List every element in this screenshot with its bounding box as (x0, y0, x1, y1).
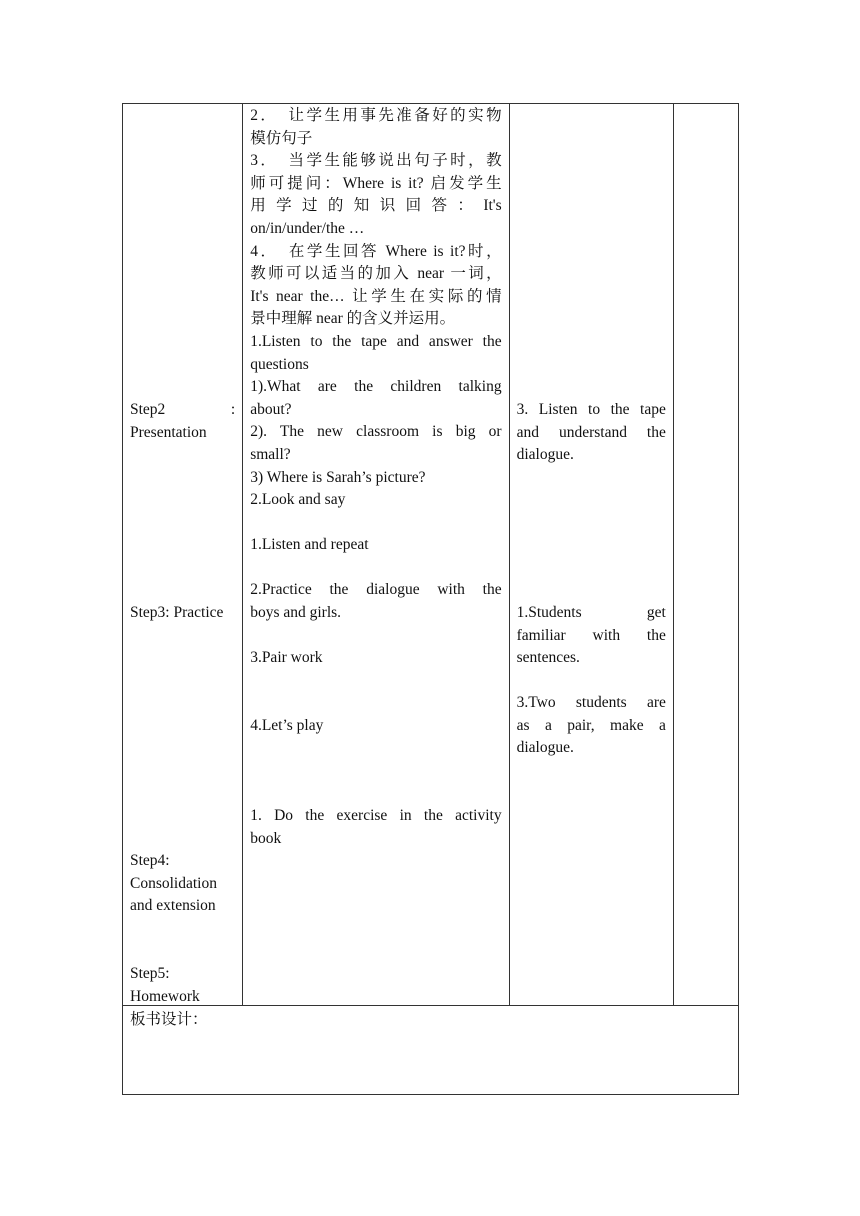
activity-column (243, 104, 509, 1006)
practice-activities: 1.Listen and repeat (250, 536, 369, 553)
teacher-instructions: 2． 让学生用事先准备好的实物 模仿句子 3． 当学生能够说出句子时，教 师可提问：Where is it? 启发学生 用 学 过 的 知 识 回 答 ： It's on/in/under/the … 4． 在学生回答 Where is it?时， 教师可以适当的加入 near 一词， It's near the… 让学生在实际的情 景中理解 near 的含义并运用。 1.Listen to the tape and answer the questions 1).What are the children talking about? 2). The new classroom is big or small? 3) Where is Sarah’s picture? 2.Look and say (250, 107, 502, 509)
practice-dialogue: 2.Practice the dialogue with the boys and girls. (250, 581, 502, 621)
step2-label: Step2 : Presentation (130, 401, 236, 441)
student-column (509, 104, 673, 1006)
pair-work: 3.Pair work (250, 649, 323, 666)
board-design-row (123, 1006, 739, 1095)
step5-label: Step5: Homework (130, 965, 200, 1005)
notes-column (673, 104, 738, 1006)
lesson-plan-table (122, 103, 739, 1095)
steps-row (123, 104, 739, 1006)
step4-label: Step4: Consolidation and extension (130, 852, 217, 915)
student-listen: 3. Listen to the tape and understand the dialogue. (516, 401, 666, 464)
step3-label: Step3: Practice (130, 604, 224, 621)
step-column (123, 104, 243, 1006)
activity-book-exercise: 1. Do the exercise in the activity book (250, 807, 502, 847)
student-pair: 3.Two students are as a pair, make a dialogue. (516, 694, 666, 757)
board-design-label: 板书设计： (130, 1011, 208, 1028)
student-familiar: 1.Students get familiar with the sentences. (516, 604, 666, 667)
lets-play: 4.Let’s play (250, 717, 324, 734)
